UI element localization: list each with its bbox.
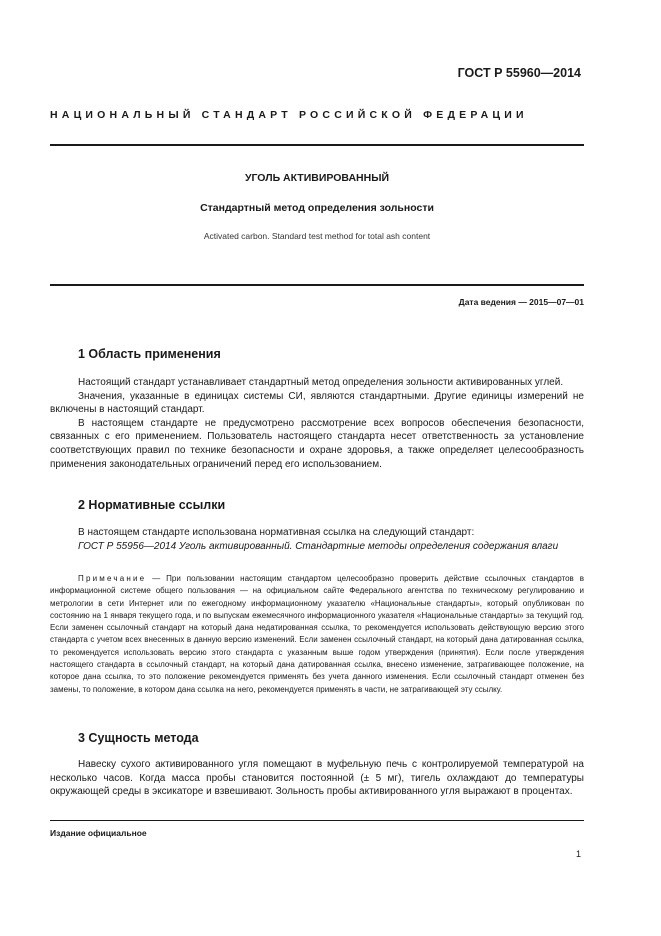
document-subtitle: Стандартный метод определения зольности [200, 202, 434, 214]
section-1-body [50, 376, 584, 471]
section-3-body [50, 758, 584, 799]
paragraph: В настоящем стандарте использована нормативная ссылка на следующий стандарт: [78, 527, 475, 538]
section-1-heading: 1 Область применения [78, 347, 221, 361]
introduction-date: Дата ведения — 2015—07—01 [458, 297, 584, 307]
paragraph: В настоящем стандарте не предусмотрено рассмотрение всех вопросов обеспечения безопасности, связанных с его применением. Пользователь настоящего стандарта несет ответственность за установление соответствующих правил по технике безопасности и охране здоровья, а также определяет целесообразность применения законодательных ограничений перед его использованием. [50, 417, 584, 470]
paragraph: Навеску сухого активированного угля помещают в муфельную печь с контролируемой температурой на несколько часов. Когда масса пробы становится постоянной (± 5 мг), тигель охлаждают до температуры окружающей среды в эксикаторе и взвешивают. Зольность пробы активированного угля выражают в процентах. [50, 759, 584, 798]
page-number: 1 [575, 849, 581, 859]
national-standard-banner: НАЦИОНАЛЬНЫЙ СТАНДАРТ РОССИЙСКОЙ ФЕДЕРАЦИИ [50, 109, 528, 121]
top-divider [50, 144, 584, 146]
note-block [50, 573, 584, 696]
paragraph: Настоящий стандарт устанавливает стандартный метод определения зольности активированных углей. [78, 377, 564, 388]
normative-reference: ГОСТ Р 55956—2014 Уголь активированный. Стандартные методы определения содержания влаги [78, 540, 559, 552]
standard-code: ГОСТ Р 55960—2014 [457, 66, 581, 80]
note-text: — При пользовании настоящим стандартом целесообразно проверить действие ссылочных стандартов в информационной системе общего пользования — на официальном сайте Федерального агентства по техническому регулированию и метрологии в сети Интернет или по ежегодному информационному указателю «Национальные стандарты», который опубликован по состоянию на 1 января текущего года, и по выпускам ежемесячного информационного указателя «Национальные стандарты» за текущий год. Если заменен ссылочный стандарт на который дана недатированная ссылка, то рекомендуется использовать действующую версию этого стандарта с учетом всех внесенных в данную версию изменений. Если заменен ссылочный стандарт, на который дана датированная ссылка, то рекомендуется использовать версию этого стандарта с указанным выше годом утверждения (принятия). Если после утверждения настоящего стандарта в ссылочный стандарт, на который дана датированная ссылка, внесено изменение, затрагивающее положение, на которое дана ссылка, то это положение рекомендуется применять без учета данного изменения. Если ссылочный стандарт отменен без замены, то положение, в котором дана ссылка на него, рекомендуется применять в части, не затрагивающей эту ссылку. [50, 574, 584, 694]
document-title: УГОЛЬ АКТИВИРОВАННЫЙ [244, 172, 390, 184]
english-title: Activated carbon. Standard test method for total ash content [203, 231, 431, 241]
note-label: Примечание [78, 574, 147, 583]
section-2-body [50, 526, 584, 553]
footer-divider [50, 820, 584, 821]
paragraph: Значения, указанные в единицах системы СИ, являются стандартными. Другие единицы измерений не включены в настоящий стандарт. [50, 390, 584, 416]
section-2-heading: 2 Нормативные ссылки [78, 498, 226, 512]
edition-label: Издание официальное [50, 828, 147, 838]
section-3-heading: 3 Сущность метода [78, 731, 199, 745]
title-divider [50, 284, 584, 286]
